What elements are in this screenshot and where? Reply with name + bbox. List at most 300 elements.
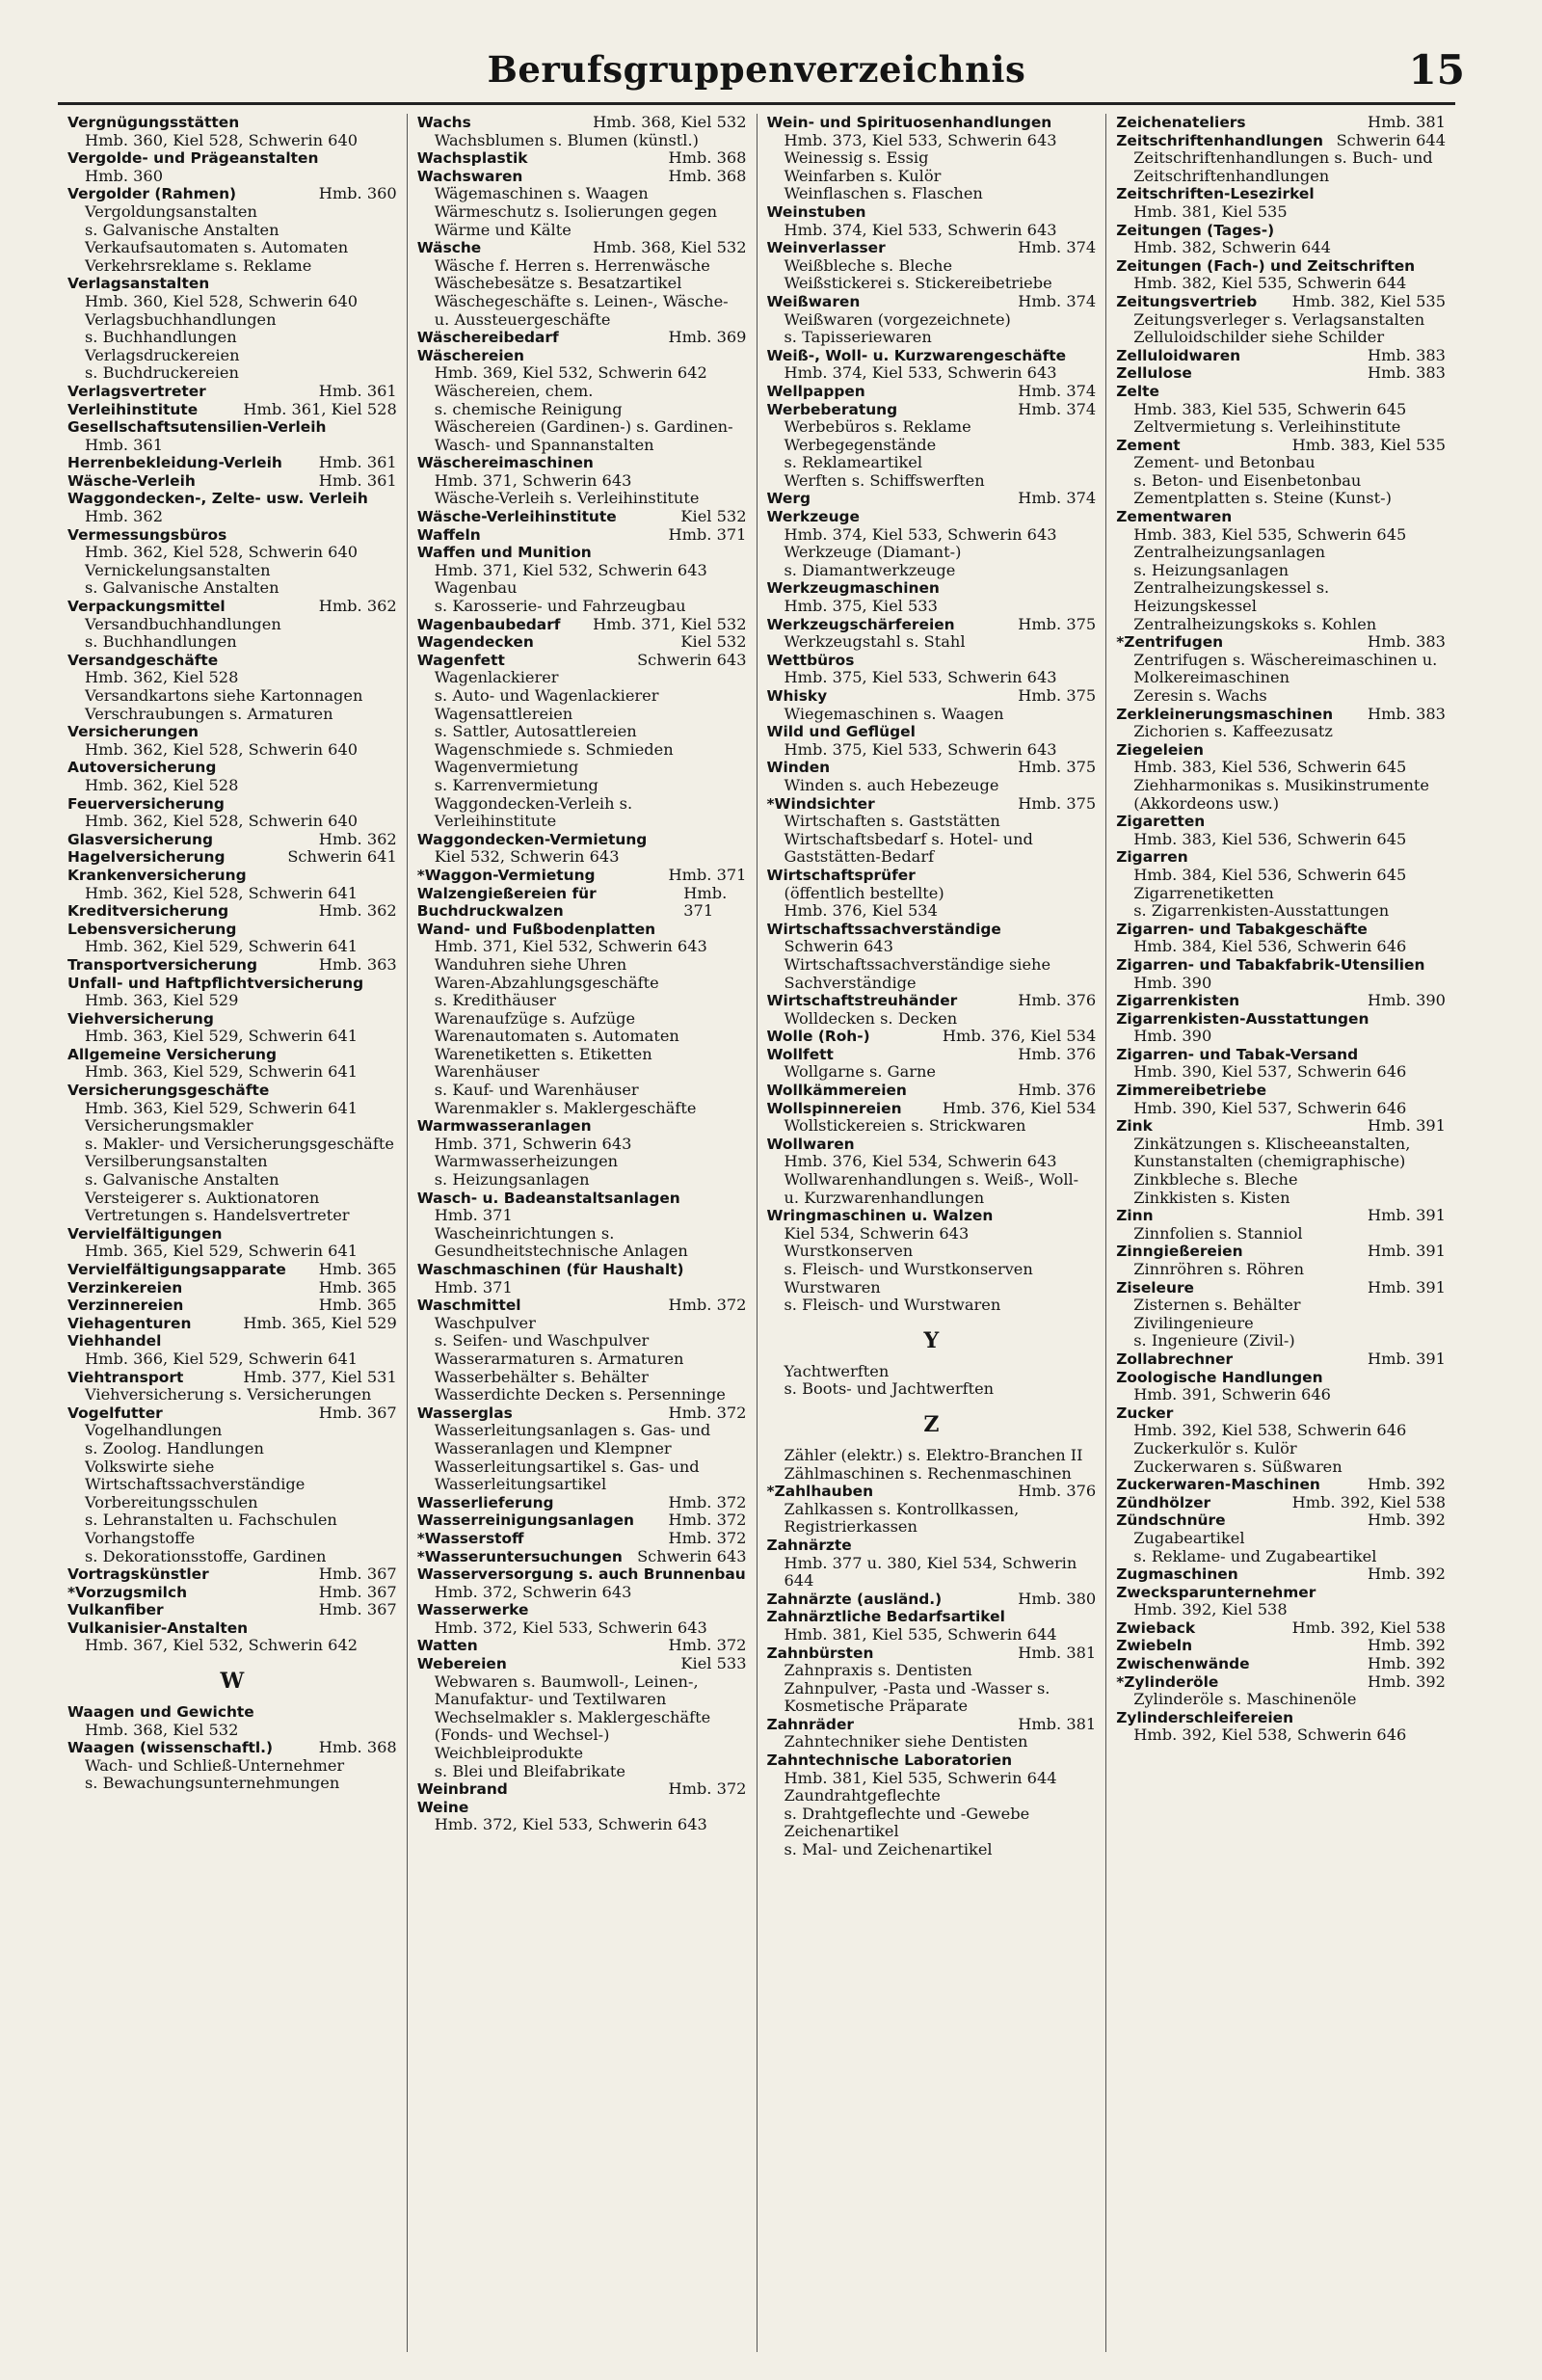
entry-detail: Kiel 534, Schwerin 643 bbox=[784, 1223, 970, 1243]
entry-detail: Hmb. 366, Kiel 529, Schwerin 641 bbox=[85, 1349, 359, 1368]
entry-heading: Viehagenturen bbox=[67, 1314, 192, 1332]
entry-reference: Hmb. 382, Kiel 535 bbox=[1291, 291, 1446, 310]
cross-reference: Versilberungsanstalten bbox=[85, 1152, 268, 1171]
entry-heading: Zigarren- und Tabakfabrik-Utensilien bbox=[1116, 955, 1425, 974]
entry-detail: Hmb. 362, Kiel 528, Schwerin 640 bbox=[85, 543, 359, 562]
entry-detail: s. Mal- und Zeichenartikel bbox=[784, 1840, 993, 1859]
directory-entry bbox=[1116, 1117, 1446, 1136]
entry-heading: Whisky bbox=[766, 687, 828, 705]
entry-heading: Wäsche-Verleihinstitute bbox=[416, 508, 617, 526]
entry-heading: Werkzeuge bbox=[766, 508, 860, 526]
directory-entry bbox=[1116, 437, 1446, 455]
directory-entry bbox=[1116, 1476, 1446, 1494]
cross-reference: Weißwaren (vorgezeichnete) bbox=[784, 309, 1011, 329]
directory-entry bbox=[767, 1100, 1097, 1118]
entry-heading: Ziegeleien bbox=[1116, 740, 1204, 759]
entry-detail: Hmb. 390 bbox=[1133, 973, 1212, 992]
entry-detail: Hmb. 377 u. 380, Kiel 534, Schwerin 644 bbox=[784, 1553, 1077, 1591]
entry-reference: Hmb. 391 bbox=[1367, 1242, 1446, 1261]
directory-entry bbox=[767, 992, 1097, 1010]
entry-reference: Hmb. 361 bbox=[318, 453, 397, 472]
entry-reference: Hmb. 372 bbox=[668, 1403, 747, 1422]
entry-detail: Hmb. 375, Kiel 533, Schwerin 643 bbox=[784, 739, 1057, 759]
entry-detail: s. Galvanische Anstalten bbox=[85, 1170, 279, 1190]
entry-detail: Hmb. 383, Kiel 535, Schwerin 645 bbox=[1133, 399, 1407, 418]
entry-heading: Zigarren- und Tabak-Versand bbox=[1116, 1045, 1359, 1063]
directory-entry bbox=[417, 1780, 747, 1799]
cross-reference: Wascheinrichtungen s. Gesundheitstechnische Anlagen bbox=[434, 1223, 688, 1261]
entry-detail: Hmb. 374, Kiel 533, Schwerin 643 bbox=[784, 220, 1057, 239]
entry-detail: Hmb. 371, Schwerin 643 bbox=[434, 1134, 632, 1153]
cross-reference: Wiegemaschinen s. Waagen bbox=[784, 704, 1004, 723]
cross-reference: Weinessig s. Essig bbox=[784, 148, 929, 168]
entry-detail: Hmb. 375, Kiel 533, Schwerin 643 bbox=[784, 668, 1057, 687]
cross-reference: Wanduhren siehe Uhren bbox=[434, 954, 627, 974]
directory-entry bbox=[67, 848, 397, 867]
directory-entry bbox=[1116, 706, 1446, 724]
cross-reference: Verschraubungen s. Armaturen bbox=[85, 704, 333, 723]
directory-entry bbox=[417, 114, 747, 132]
cross-reference: Weißstickerei s. Stickereibetriebe bbox=[784, 274, 1052, 293]
entry-heading: Werkzeugmaschinen bbox=[766, 579, 940, 598]
entry-heading: Zerkleinerungsmaschinen bbox=[1116, 705, 1334, 723]
entry-heading: Verzinnereien bbox=[67, 1297, 184, 1315]
entry-detail: s. Ingenieure (Zivil-) bbox=[1133, 1331, 1295, 1350]
entry-reference: Hmb. 375 bbox=[1018, 686, 1097, 705]
cross-reference: Ziehharmonikas s. Musikinstrumente (Akkordeons usw.) bbox=[1133, 775, 1430, 813]
entry-heading: Waffeln bbox=[416, 525, 481, 544]
directory-entry bbox=[67, 1404, 397, 1423]
directory-entry bbox=[67, 454, 397, 472]
directory-entry bbox=[417, 867, 747, 885]
entry-heading: Waschmaschinen (für Haushalt) bbox=[416, 1261, 684, 1278]
entry-heading: Zigarrenkisten bbox=[1116, 992, 1240, 1010]
entry-heading: Wachswaren bbox=[416, 167, 523, 185]
cross-reference: Weinflaschen s. Flaschen bbox=[784, 184, 983, 203]
entry-heading: Zahnbürsten bbox=[766, 1644, 874, 1662]
directory-entry bbox=[767, 1082, 1097, 1100]
entry-heading: Wasserlieferung bbox=[416, 1493, 554, 1511]
entry-heading: Zugmaschinen bbox=[1116, 1565, 1238, 1584]
entry-reference: Hmb. 391 bbox=[1367, 1206, 1446, 1225]
cross-reference: Zeresin s. Wachs bbox=[1133, 686, 1267, 705]
cross-reference: Zeichenartikel bbox=[784, 1822, 899, 1841]
entry-detail: s. Tapisseriewaren bbox=[784, 328, 932, 347]
directory-entry bbox=[1116, 1279, 1446, 1297]
cross-reference: Zähler (elektr.) s. Elektro-Branchen II bbox=[784, 1445, 1083, 1464]
directory-entry bbox=[417, 1530, 747, 1548]
entry-heading: Zollabrechner bbox=[1116, 1350, 1234, 1368]
cross-reference: Zinnröhren s. Röhren bbox=[1133, 1260, 1305, 1278]
cross-reference: Warenhäuser bbox=[434, 1062, 540, 1082]
entry-heading: Viehtransport bbox=[67, 1368, 184, 1386]
cross-reference: Weinfarben s. Kulör bbox=[784, 166, 942, 185]
entry-heading: Wirtschaftssachverständige bbox=[766, 920, 1001, 938]
cross-reference: Zugabeartikel bbox=[1133, 1528, 1245, 1547]
cross-reference: Warenetiketten s. Etiketten bbox=[434, 1044, 652, 1063]
cross-reference: Zeltvermietung s. Verleihinstitute bbox=[1133, 417, 1401, 437]
entry-reference: Schwerin 641 bbox=[287, 847, 397, 867]
entry-detail: Hmb. 367, Kiel 532, Schwerin 642 bbox=[85, 1636, 359, 1655]
directory-entry bbox=[67, 956, 397, 975]
directory-entry bbox=[1116, 347, 1446, 365]
entry-heading: Versandgeschäfte bbox=[67, 651, 219, 669]
entry-reference: Hmb. 374 bbox=[1018, 399, 1097, 418]
entry-heading: Wasch- u. Badeanstaltsanlagen bbox=[416, 1189, 680, 1207]
entry-heading: Wasserversorgung s. auch Brunnenbau bbox=[416, 1565, 746, 1584]
directory-entry bbox=[67, 1584, 397, 1602]
entry-heading: Zinngießereien bbox=[1116, 1243, 1243, 1261]
cross-reference: (öffentlich bestellte) bbox=[784, 883, 944, 902]
cross-reference: Wagensattlereien bbox=[434, 704, 573, 723]
cross-reference: Zigarrenetiketten bbox=[1133, 883, 1274, 902]
directory-entry bbox=[67, 1297, 397, 1315]
entry-detail: s. Buchhandlungen bbox=[85, 632, 237, 652]
entry-heading: *Wasserstoff bbox=[416, 1529, 524, 1547]
entry-heading: Wäsche bbox=[416, 239, 482, 257]
entry-detail: Hmb. 381, Kiel 535 bbox=[1133, 201, 1288, 221]
entry-detail: s. Buchhandlungen bbox=[85, 328, 237, 347]
directory-entry bbox=[67, 1315, 397, 1333]
entry-reference: Kiel 533 bbox=[680, 1654, 747, 1673]
entry-detail: Hmb. 362, Kiel 528, Schwerin 640 bbox=[85, 739, 359, 759]
entry-detail: s. Kredithäuser bbox=[434, 991, 556, 1010]
entry-heading: Zeitschriftenhandlungen bbox=[1116, 131, 1323, 149]
directory-entry bbox=[767, 1645, 1097, 1663]
entry-detail: s. Reklameartikel bbox=[784, 453, 923, 472]
cross-reference: Zivilingenieure bbox=[1133, 1313, 1254, 1332]
entry-detail: s. Boots- und Jachtwerften bbox=[784, 1379, 995, 1399]
entry-detail: Kiel 532, Schwerin 643 bbox=[434, 847, 620, 867]
directory-entry bbox=[767, 795, 1097, 814]
entry-reference: Hmb. 374 bbox=[1018, 291, 1097, 310]
cross-reference: Waschpulver bbox=[434, 1313, 536, 1332]
cross-reference: Wollwarenhandlungen s. Weiß-, Woll- u. Kurzwarenhandlungen bbox=[784, 1170, 1079, 1207]
cross-reference: Warenaufzüge s. Aufzüge bbox=[434, 1008, 636, 1028]
directory-entry bbox=[67, 185, 397, 203]
entry-heading: Wand- und Fußbodenplatten bbox=[416, 920, 656, 938]
entry-detail: Hmb. 371, Kiel 532, Schwerin 643 bbox=[434, 937, 707, 956]
section-letter: Y bbox=[923, 1327, 940, 1353]
directory-entry bbox=[417, 508, 747, 526]
entry-heading: Zimmereibetriebe bbox=[1116, 1082, 1267, 1100]
cross-reference: Warenautomaten s. Automaten bbox=[434, 1027, 679, 1046]
entry-detail: Hmb. 382, Kiel 535, Schwerin 644 bbox=[1133, 274, 1407, 293]
cross-reference: Versteigerer s. Auktionatoren bbox=[85, 1188, 320, 1207]
entry-heading: Webereien bbox=[416, 1655, 507, 1673]
cross-reference: Webwaren s. Baumwoll-, Leinen-, Manufaktur- und Textilwaren bbox=[434, 1671, 699, 1709]
entry-reference: Hmb. 372 bbox=[668, 1636, 747, 1655]
directory-entry bbox=[1116, 1511, 1446, 1530]
entry-detail: s. Heizungsanlagen bbox=[1133, 560, 1289, 579]
entry-heading: Zahnräder bbox=[766, 1715, 854, 1733]
entry-heading: Viehversicherung bbox=[67, 1009, 214, 1028]
entry-detail: s. Seifen- und Waschpulver bbox=[434, 1331, 650, 1350]
entry-detail: Hmb. 391, Schwerin 646 bbox=[1133, 1385, 1331, 1404]
entry-heading: Walzengießereien für Buchdruckwalzen bbox=[416, 884, 597, 921]
entry-heading: Zellulose bbox=[1116, 364, 1192, 383]
entry-heading: Zink bbox=[1116, 1117, 1153, 1136]
entry-detail: s. Galvanische Anstalten bbox=[85, 578, 279, 598]
entry-heading: Zigarren bbox=[1116, 848, 1188, 867]
cross-reference: Wasserleitungsanlagen s. Gas- und Wasseranlagen und Klempner bbox=[434, 1421, 711, 1457]
entry-detail: s. Buchdruckereien bbox=[85, 363, 239, 383]
entry-heading: Lebensversicherung bbox=[67, 920, 237, 938]
entry-detail: s. Zoolog. Handlungen bbox=[85, 1438, 264, 1457]
directory-entry bbox=[767, 759, 1097, 777]
entry-heading: Zahnärzte bbox=[766, 1536, 852, 1554]
entry-heading: Zinn bbox=[1116, 1207, 1154, 1225]
directory-entry bbox=[67, 598, 397, 616]
page-number: 15 bbox=[1408, 46, 1465, 94]
entry-detail: Hmb. 368, Kiel 532 bbox=[85, 1720, 239, 1739]
entry-heading: Zwiebeln bbox=[1116, 1637, 1193, 1655]
entry-reference: Hmb. 381 bbox=[1018, 1643, 1097, 1662]
entry-detail: s. Heizungsanlagen bbox=[434, 1170, 590, 1190]
cross-reference: Werbegegenstände bbox=[784, 435, 937, 454]
entry-heading: *Zylinderöle bbox=[1116, 1672, 1219, 1691]
entry-heading: Herrenbekleidung-Verleih bbox=[67, 454, 282, 472]
entry-detail: s. Beton- und Eisenbetonbau bbox=[1133, 470, 1362, 490]
cross-reference: Zementplatten s. Steine (Kunst-) bbox=[1133, 489, 1392, 508]
cross-reference: Warmwasserheizungen bbox=[434, 1152, 619, 1171]
entry-heading: Vergolde- und Prägeanstalten bbox=[67, 149, 319, 168]
entry-reference: Kiel 532 bbox=[680, 632, 747, 652]
entry-heading: Zwischenwände bbox=[1116, 1655, 1250, 1673]
entry-reference: Hmb. 371 bbox=[668, 524, 747, 544]
entry-heading: Zeitungsvertrieb bbox=[1116, 292, 1258, 310]
cross-reference: Zeitschriftenhandlungen s. Buch- und Zeitschriftenhandlungen bbox=[1133, 148, 1433, 185]
entry-detail: Hmb. 381, Kiel 535, Schwerin 644 bbox=[784, 1768, 1057, 1787]
entry-heading: *Wasseruntersuchungen bbox=[416, 1547, 623, 1565]
entry-heading: Zuckerwaren-Maschinen bbox=[1116, 1476, 1320, 1494]
cross-reference: Zichorien s. Kaffeezusatz bbox=[1133, 722, 1333, 741]
directory-entry bbox=[417, 168, 747, 186]
entry-detail: s. Kauf- und Warenhäuser bbox=[434, 1081, 639, 1100]
cross-reference: Volkswirte siehe Wirtschaftssachverständige bbox=[85, 1457, 306, 1494]
directory-entry bbox=[1116, 633, 1446, 652]
directory-entry bbox=[67, 1601, 397, 1619]
cross-reference: Wollstickereien s. Strickwaren bbox=[784, 1116, 1026, 1136]
entry-reference: Hmb. 367 bbox=[318, 1600, 397, 1619]
entry-detail: s. Blei und Bleifabrikate bbox=[434, 1761, 625, 1780]
cross-reference: Wäschegeschäfte s. Leinen-, Wäsche- u. Aussteuergeschäfte bbox=[434, 291, 729, 329]
entry-detail: Hmb. 362 bbox=[85, 507, 164, 526]
directory-entry bbox=[767, 293, 1097, 311]
entry-heading: Wirtschaftstreuhänder bbox=[766, 992, 958, 1010]
directory-entry bbox=[417, 652, 747, 670]
entry-heading: Vervielfältigungen bbox=[67, 1224, 223, 1243]
entry-heading: Verzinkereien bbox=[67, 1278, 183, 1297]
cross-reference: Wirtschaftsbedarf s. Hotel- und Gaststätten-Bedarf bbox=[784, 829, 1033, 867]
entry-heading: Warmwasseranlagen bbox=[416, 1117, 592, 1136]
column-2 bbox=[407, 114, 757, 2352]
entry-reference: Hmb. 392 bbox=[1367, 1511, 1446, 1530]
directory-entry bbox=[767, 239, 1097, 257]
directory-entry bbox=[767, 1483, 1097, 1501]
directory-page bbox=[58, 39, 1465, 2352]
cross-reference: Zahlkassen s. Kontrollkassen, Registrierkassen bbox=[784, 1499, 1020, 1537]
entry-detail: s. Karosserie- und Fahrzeugbau bbox=[434, 597, 686, 616]
entry-detail: Hmb. 371 bbox=[434, 1277, 513, 1297]
entry-detail: Hmb. 363, Kiel 529, Schwerin 641 bbox=[85, 1027, 359, 1046]
entry-reference: Hmb. 383 bbox=[1367, 632, 1446, 652]
entry-reference: Hmb. 392, Kiel 538 bbox=[1291, 1492, 1446, 1511]
entry-reference: Hmb. 372 bbox=[668, 1511, 747, 1530]
cross-reference: Werbebüros s. Reklame bbox=[784, 417, 971, 437]
entry-reference: Schwerin 643 bbox=[637, 1546, 747, 1565]
cross-reference: Zählmaschinen s. Rechenmaschinen bbox=[784, 1463, 1072, 1483]
entry-reference: Hmb. 392 bbox=[1367, 1654, 1446, 1673]
entry-detail: Hmb. 372, Kiel 533, Schwerin 643 bbox=[434, 1815, 707, 1834]
cross-reference: Versandkartons siehe Kartonnagen bbox=[85, 686, 363, 705]
directory-entry bbox=[67, 1261, 397, 1279]
entry-reference: Hmb. 371 bbox=[668, 865, 747, 884]
cross-reference: Versicherungsmakler bbox=[85, 1116, 253, 1136]
entry-detail: s. Sattler, Autosattlereien bbox=[434, 722, 637, 741]
cross-reference: Zinkkisten s. Kisten bbox=[1133, 1188, 1290, 1207]
directory-entry bbox=[767, 1028, 1097, 1046]
directory-entry bbox=[767, 1591, 1097, 1609]
cross-reference: Zinnfolien s. Stanniol bbox=[1133, 1223, 1303, 1243]
entry-heading: Verpackungsmittel bbox=[67, 598, 226, 616]
entry-reference: Hmb. 390 bbox=[1367, 991, 1446, 1010]
entry-heading: Zahnärzte (ausländ.) bbox=[766, 1590, 943, 1608]
entry-detail: s. Lehranstalten u. Fachschulen bbox=[85, 1511, 337, 1530]
cross-reference: Zentralheizungskessel s. Heizungskessel bbox=[1133, 578, 1330, 616]
entry-reference: Hmb. 372 bbox=[668, 1492, 747, 1511]
entry-heading: Waschmittel bbox=[416, 1297, 521, 1315]
entry-heading: Wollkämmereien bbox=[766, 1082, 907, 1100]
entry-detail: s. Dekorationsstoffe, Gardinen bbox=[85, 1546, 327, 1565]
cross-reference: Wachsblumen s. Blumen (künstl.) bbox=[434, 130, 699, 149]
cross-reference: Verlagsbuchhandlungen bbox=[85, 309, 277, 329]
column-1 bbox=[58, 114, 407, 2352]
entry-detail: Hmb. 375, Kiel 533 bbox=[784, 597, 938, 616]
cross-reference: Warenmakler s. Maklergeschäfte bbox=[434, 1098, 697, 1117]
section-letter: Z bbox=[923, 1411, 940, 1437]
entry-heading: Wellpappen bbox=[766, 382, 865, 400]
entry-detail: s. Zigarrenkisten-Ausstattungen bbox=[1133, 901, 1390, 921]
entry-detail: Hmb. 371, Kiel 532, Schwerin 643 bbox=[434, 560, 707, 579]
entry-reference: Hmb. 374 bbox=[1018, 381, 1097, 400]
cross-reference: Wäschebesätze s. Besatzartikel bbox=[434, 274, 682, 293]
cross-reference: Vergoldungsanstalten bbox=[85, 201, 257, 221]
cross-reference: Werkzeuge (Diamant-) bbox=[784, 543, 962, 562]
directory-entry bbox=[67, 383, 397, 401]
entry-heading: Wasserwerke bbox=[416, 1601, 529, 1619]
entry-reference: Hmb. 383 bbox=[1367, 704, 1446, 723]
entry-reference: Hmb. 380 bbox=[1018, 1589, 1097, 1608]
entry-detail: Hmb. 372, Schwerin 643 bbox=[434, 1582, 632, 1601]
directory-entry bbox=[1116, 1565, 1446, 1584]
entry-heading: Zeitungen (Tages-) bbox=[1116, 221, 1275, 239]
directory-entry bbox=[417, 1297, 747, 1315]
cross-reference: Wagenvermietung bbox=[434, 758, 579, 777]
entry-heading: *Zahlhauben bbox=[766, 1483, 874, 1501]
cross-reference: Wolldecken s. Decken bbox=[784, 1008, 958, 1028]
entry-detail: Hmb. 381, Kiel 535, Schwerin 644 bbox=[784, 1624, 1057, 1644]
directory-entry bbox=[67, 1369, 397, 1387]
entry-heading: Transportversicherung bbox=[67, 955, 257, 974]
cross-reference: Zentralheizungsanlagen bbox=[1133, 543, 1326, 562]
entry-heading: Wirtschaftsprüfer bbox=[766, 866, 916, 884]
entry-detail: Hmb. 392, Kiel 538, Schwerin 646 bbox=[1133, 1421, 1407, 1440]
entry-reference: Hmb. 365 bbox=[318, 1260, 397, 1278]
entry-heading: Vergnügungsstätten bbox=[67, 114, 240, 131]
entry-reference: Hmb. 376 bbox=[1018, 1081, 1097, 1100]
directory-entry bbox=[767, 383, 1097, 401]
entry-reference: Hmb. 362 bbox=[318, 597, 397, 616]
entry-heading: Wollfett bbox=[766, 1045, 834, 1063]
entry-heading: Werkzeugschärfereien bbox=[766, 615, 955, 633]
entry-reference: Hmb. 362 bbox=[318, 829, 397, 848]
directory-entry bbox=[67, 902, 397, 921]
entry-reference: Hmb. 383 bbox=[1367, 345, 1446, 364]
entry-detail: s. Galvanische Anstalten bbox=[85, 220, 279, 239]
entry-reference: Kiel 532 bbox=[680, 507, 747, 526]
cross-reference: Werften s. Schiffswerften bbox=[784, 470, 985, 490]
entry-heading: Weißwaren bbox=[766, 292, 861, 310]
entry-reference: Hmb. 375 bbox=[1018, 758, 1097, 777]
entry-reference: Hmb. 362 bbox=[318, 901, 397, 921]
directory-entry bbox=[767, 1716, 1097, 1734]
cross-reference: Vertretungen s. Handelsvertreter bbox=[85, 1206, 350, 1225]
entry-heading: Wasserreinigungsanlagen bbox=[416, 1511, 634, 1530]
entry-heading: Vergolder (Rahmen) bbox=[67, 185, 237, 203]
page-title: Berufsgruppenverzeichnis bbox=[487, 48, 1026, 91]
entry-detail: s. Makler- und Versicherungsgeschäfte bbox=[85, 1134, 394, 1153]
directory-entry bbox=[1116, 1494, 1446, 1512]
entry-detail: Hmb. 390, Kiel 537, Schwerin 646 bbox=[1133, 1062, 1407, 1082]
entry-detail: Viehversicherung s. Versicherungen bbox=[85, 1385, 372, 1404]
cross-reference: Werkzeugstahl s. Stahl bbox=[784, 632, 966, 652]
entry-detail: Hmb. 362, Kiel 528 bbox=[85, 668, 239, 687]
entry-reference: Hmb. 367 bbox=[318, 1403, 397, 1422]
page-header bbox=[58, 39, 1465, 96]
entry-detail: Hmb. 361 bbox=[85, 435, 164, 454]
entry-heading: Vulkanisier-Anstalten bbox=[67, 1618, 249, 1637]
column-3 bbox=[757, 114, 1106, 2352]
entry-reference: Hmb. 368, Kiel 532 bbox=[593, 114, 747, 131]
cross-reference: Zelluloidschilder siehe Schilder bbox=[1133, 328, 1385, 347]
directory-entry bbox=[417, 1548, 747, 1566]
entry-heading: Weine bbox=[416, 1798, 469, 1816]
entry-heading: Waffen und Munition bbox=[416, 544, 592, 562]
entry-reference: Hmb. 367 bbox=[318, 1582, 397, 1601]
entry-reference: Hmb. 381 bbox=[1367, 114, 1446, 131]
entry-reference: Hmb. 374 bbox=[1018, 238, 1097, 257]
entry-heading: Wagenfett bbox=[416, 651, 505, 669]
entry-heading: Vogelfutter bbox=[67, 1404, 163, 1422]
directory-entry bbox=[1116, 1637, 1446, 1655]
cross-reference: Wäschereien, chem. bbox=[434, 381, 594, 400]
entry-reference: Hmb. 368 bbox=[668, 166, 747, 185]
entry-detail: Hmb. 365, Kiel 529, Schwerin 641 bbox=[85, 1242, 359, 1261]
entry-reference: Hmb. 392 bbox=[1367, 1475, 1446, 1494]
cross-reference: Wollgarne s. Garne bbox=[784, 1062, 936, 1082]
entry-heading: Feuerversicherung bbox=[67, 794, 225, 813]
entry-heading: Waagen und Gewichte bbox=[67, 1703, 254, 1722]
directory-entry bbox=[417, 149, 747, 168]
entry-reference: Hmb. 391 bbox=[1367, 1277, 1446, 1297]
directory-entry bbox=[767, 687, 1097, 706]
cross-reference: Zinkbleche s. Bleche bbox=[1133, 1170, 1298, 1190]
entry-heading: Wild und Geflügel bbox=[766, 723, 916, 741]
entry-heading: Kreditversicherung bbox=[67, 902, 229, 921]
entry-heading: Gesellschaftsutensilien-Verleih bbox=[67, 418, 327, 437]
entry-detail: Hmb. 383, Kiel 536, Schwerin 645 bbox=[1133, 829, 1407, 848]
